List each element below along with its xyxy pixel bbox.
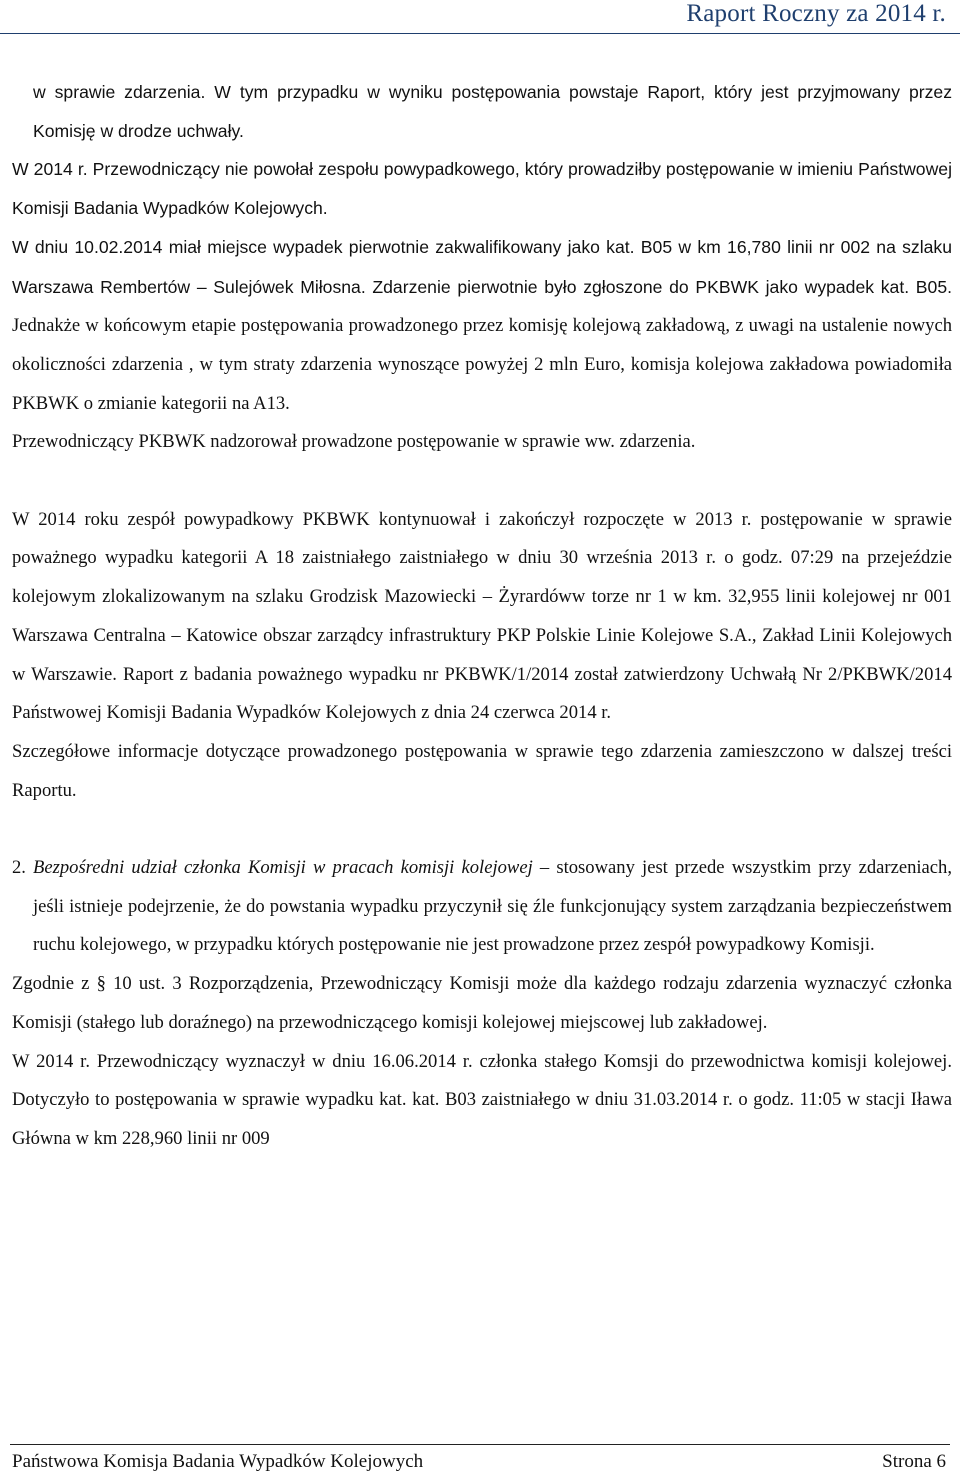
paragraph-no-team-2014 <box>12 150 952 227</box>
paragraph-appointment: W 2014 r. Przewodniczący wyznaczył w dniu 16.06.2014 r. członka stałego Komsji do przewodnictwa komisji kolejowej. Dotyczyło to postępowania w sprawie wypadku kat. kat. B03 zaistniałego w dniu 31.03.2014 r. o godz. 11:05 w stacji Iława Główna w km 228,960 linii nr 009 <box>12 1050 952 1149</box>
paragraph-team-2014: W 2014 roku zespół powypadkowy PKBWK kontynuował i zakończył rozpoczęte w 2013 r. postępowanie w sprawie poważnego wypadku kategorii A 18 zaistniałego zaistniałego w dniu 30 września 2013 r. o godz. 07:29 na przejeździe kolejowym zlokalizowanym na szlaku Grodzisk Mazowiecki – Żyrardóww torze nr 1 w km. 32,955 linii kolejowej nr 001 Warszawa Centralna – Katowice obszar zarządcy infrastruktury PKP Polskie Linie Kolejowe S.A., Zakład Linii Kolejowych w Warszawie. Raport z badania poważnego wypadku nr PKBWK/1/2014 został zatwierdzony Uchwałą Nr 2/PKBWK/2014 Państwowej Komisji Badania Wypadków Kolejowych z dnia 24 czerwca 2014 r. <box>12 508 952 724</box>
spacer <box>12 462 952 501</box>
list-item-text: – stosowany jest przede wszystkim przy zdarzeniach, jeśli istnieje podejrzenie, że do powstania wypadku przyczynił się źle funkcjonujący system zarządzania bezpieczeństwem ruchu kolejowego, w przypadku których postępowanie nie jest prowadzone przez zespół powypadkowy Komisji. <box>33 857 953 956</box>
paragraph-details: Szczegółowe informacje dotyczące prowadzonego postępowania w sprawie tego zdarzenia zamieszczono w dalszej treści Raportu. <box>12 740 952 801</box>
list-item-heading: Bezpośredni udział członka Komisji w pracach komisji kolejowej <box>33 857 533 879</box>
list-item-2 <box>12 849 952 965</box>
page-number: Strona 6 <box>882 1451 946 1472</box>
document-body <box>12 73 952 1159</box>
footer-organization: Państwowa Komisja Badania Wypadków Kolejowych <box>12 1451 424 1472</box>
accident-reclassification: Jednakże w końcowym etapie postępowania prowadzonego przez komisję kolejową zakładową, z uwagi na ustalenie nowych okoliczności zdarzenia , w tym straty zdarzenia wynoszące powyżej 2 mln Euro, komisja kolejowa zakładowa powiadomiła PKBWK o zmianie kategorii na A13. <box>12 315 952 414</box>
spacer <box>12 810 952 849</box>
paragraph-no-team-line1: W 2014 r. Przewodniczący nie powołał zespołu powypadkowego, który prowadziłby postępowanie <box>12 159 775 180</box>
paragraph-no-team-line2: w imieniu Państwowej Komisji Badania Wypadków Kolejowych. <box>12 159 952 219</box>
report-title: Raport Roczny za 2014 r. <box>686 0 946 27</box>
footer-divider <box>10 1444 950 1445</box>
list-number: 2. <box>12 857 26 879</box>
header-divider <box>0 33 960 34</box>
paragraph-raport-adoption: w sprawie zdarzenia. W tym przypadku w wyniku postępowania powstaje Raport, który jest przyjmowany przez Komisję w drodze uchwały. <box>33 82 952 141</box>
page-footer <box>0 1440 960 1478</box>
accident-description: W dniu 10.02.2014 miał miejsce wypadek pierwotnie zakwalifikowany jako kat. B05 w km 16,780 linii nr 002 na szlaku Warszawa Rembertów – Sulejówek Miłosna. Zdarzenie pierwotnie było zgłoszone do PKBWK jako wypadek kat. B05. <box>12 236 952 297</box>
paragraph-regulation: Zgodnie z § 10 ust. 3 Rozporządzenia, Przewodniczący Komisji może dla każdego rodzaju zdarzenia wyznaczyć członka Komisji (stałego lub doraźnego) na przewodniczącego komisji kolejowej miejscowej lub zakładowej. <box>12 973 952 1033</box>
page-header <box>0 0 960 36</box>
paragraph-supervision: Przewodniczący PKBWK nadzorował prowadzone postępowanie w sprawie ww. zdarzenia. <box>12 431 696 453</box>
paragraph-accident-10-02-2014 <box>12 228 952 424</box>
